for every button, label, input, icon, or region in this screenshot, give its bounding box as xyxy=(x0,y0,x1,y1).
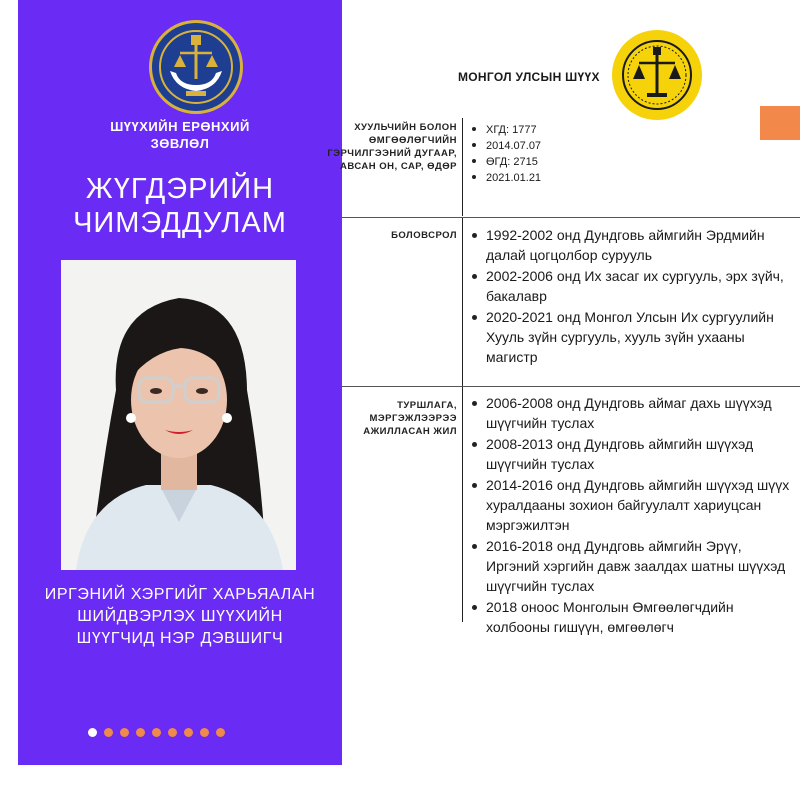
divider-horizontal-2 xyxy=(342,386,800,387)
candidate-name: ЖҮГДЭРИЙН ЧИМЭДДУЛАМ xyxy=(73,173,287,239)
council-name: ШҮҮХИЙН ЕРӨНХИЙ ЗӨВЛӨЛ xyxy=(110,119,250,151)
council-emblem-icon xyxy=(149,20,243,114)
candidate-portrait xyxy=(61,260,296,570)
court-seal-icon xyxy=(612,30,702,120)
pager-dot[interactable] xyxy=(104,728,113,737)
pager-dot[interactable] xyxy=(136,728,145,737)
list-item: ӨГД: 2715 xyxy=(470,154,541,170)
experience-label: ТУРШЛАГА, МЭРГЭЖЛЭЭРЭЭ АЖИЛЛАСАН ЖИЛ xyxy=(363,400,457,437)
court-name: МОНГОЛ УЛСЫН ШҮҮХ xyxy=(458,70,600,84)
divider-vertical-education xyxy=(462,218,463,386)
divider-horizontal-1 xyxy=(342,217,800,218)
list-item: 2020-2021 онд Монгол Улсын Их сургуулийн Хууль зүйн сургууль, хууль зүйн ухааны магистр xyxy=(470,307,790,367)
list-item: 2006-2008 онд Дундговь аймаг дахь шүүхэд шүүгчийн туслах xyxy=(470,393,790,433)
pager-dot[interactable] xyxy=(216,728,225,737)
list-item: 2021.01.21 xyxy=(470,170,541,186)
left-profile-panel xyxy=(18,0,342,765)
list-item: ХГД: 1777 xyxy=(470,122,541,138)
nominee-title: ИРГЭНИЙ ХЭРГИЙГ ХАРЬЯАЛАН ШИЙДВЭРЛЭХ ШҮҮХИЙН ШҮҮГЧИД НЭР ДЭВШИГЧ xyxy=(44,586,316,647)
accent-block xyxy=(760,106,800,140)
pager-dot[interactable] xyxy=(88,728,97,737)
education-label: БОЛОВСРОЛ xyxy=(391,230,457,241)
list-item: 1992-2002 онд Дундговь аймгийн Эрдмийн далай цогцолбор сурууль xyxy=(470,225,790,265)
list-item: 2018 оноос Монголын Өмгөөлөгчдийн холбооны гишүүн, өмгөөлөгч xyxy=(470,597,790,637)
list-item: 2002-2006 онд Их засаг их сургууль, эрх зүйч, бакалавр xyxy=(470,266,790,306)
pager-dot[interactable] xyxy=(152,728,161,737)
license-list xyxy=(470,122,541,186)
list-item: 2008-2013 онд Дундговь аймгийн шүүхэд шүүгчийн туслах xyxy=(470,434,790,474)
pager-dot[interactable] xyxy=(120,728,129,737)
pager-dot[interactable] xyxy=(200,728,209,737)
divider-vertical-license xyxy=(462,118,463,216)
list-item: 2014.07.07 xyxy=(470,138,541,154)
list-item: 2016-2018 онд Дундговь аймгийн Эрүү, Иргэний хэргийн давж заалдах шатны шүүхэд шүүгчийн туслах xyxy=(470,536,790,596)
slide-pager[interactable] xyxy=(88,728,225,737)
divider-vertical-experience xyxy=(462,387,463,622)
pager-dot[interactable] xyxy=(184,728,193,737)
pager-dot[interactable] xyxy=(168,728,177,737)
experience-list xyxy=(470,393,790,638)
list-item: 2014-2016 онд Дундговь аймгийн шүүхэд шүүх хуралдааны зохион байгуулалт хариуцсан мэргэжилтэн xyxy=(470,475,790,535)
education-list xyxy=(470,225,790,368)
license-label: ХУУЛЬЧИЙН БОЛОН ӨМГӨӨЛӨГЧИЙН ГЭРЧИЛГЭЭНИЙ ДУГААР, АВСАН ОН, САР, ӨДӨР xyxy=(327,122,457,172)
